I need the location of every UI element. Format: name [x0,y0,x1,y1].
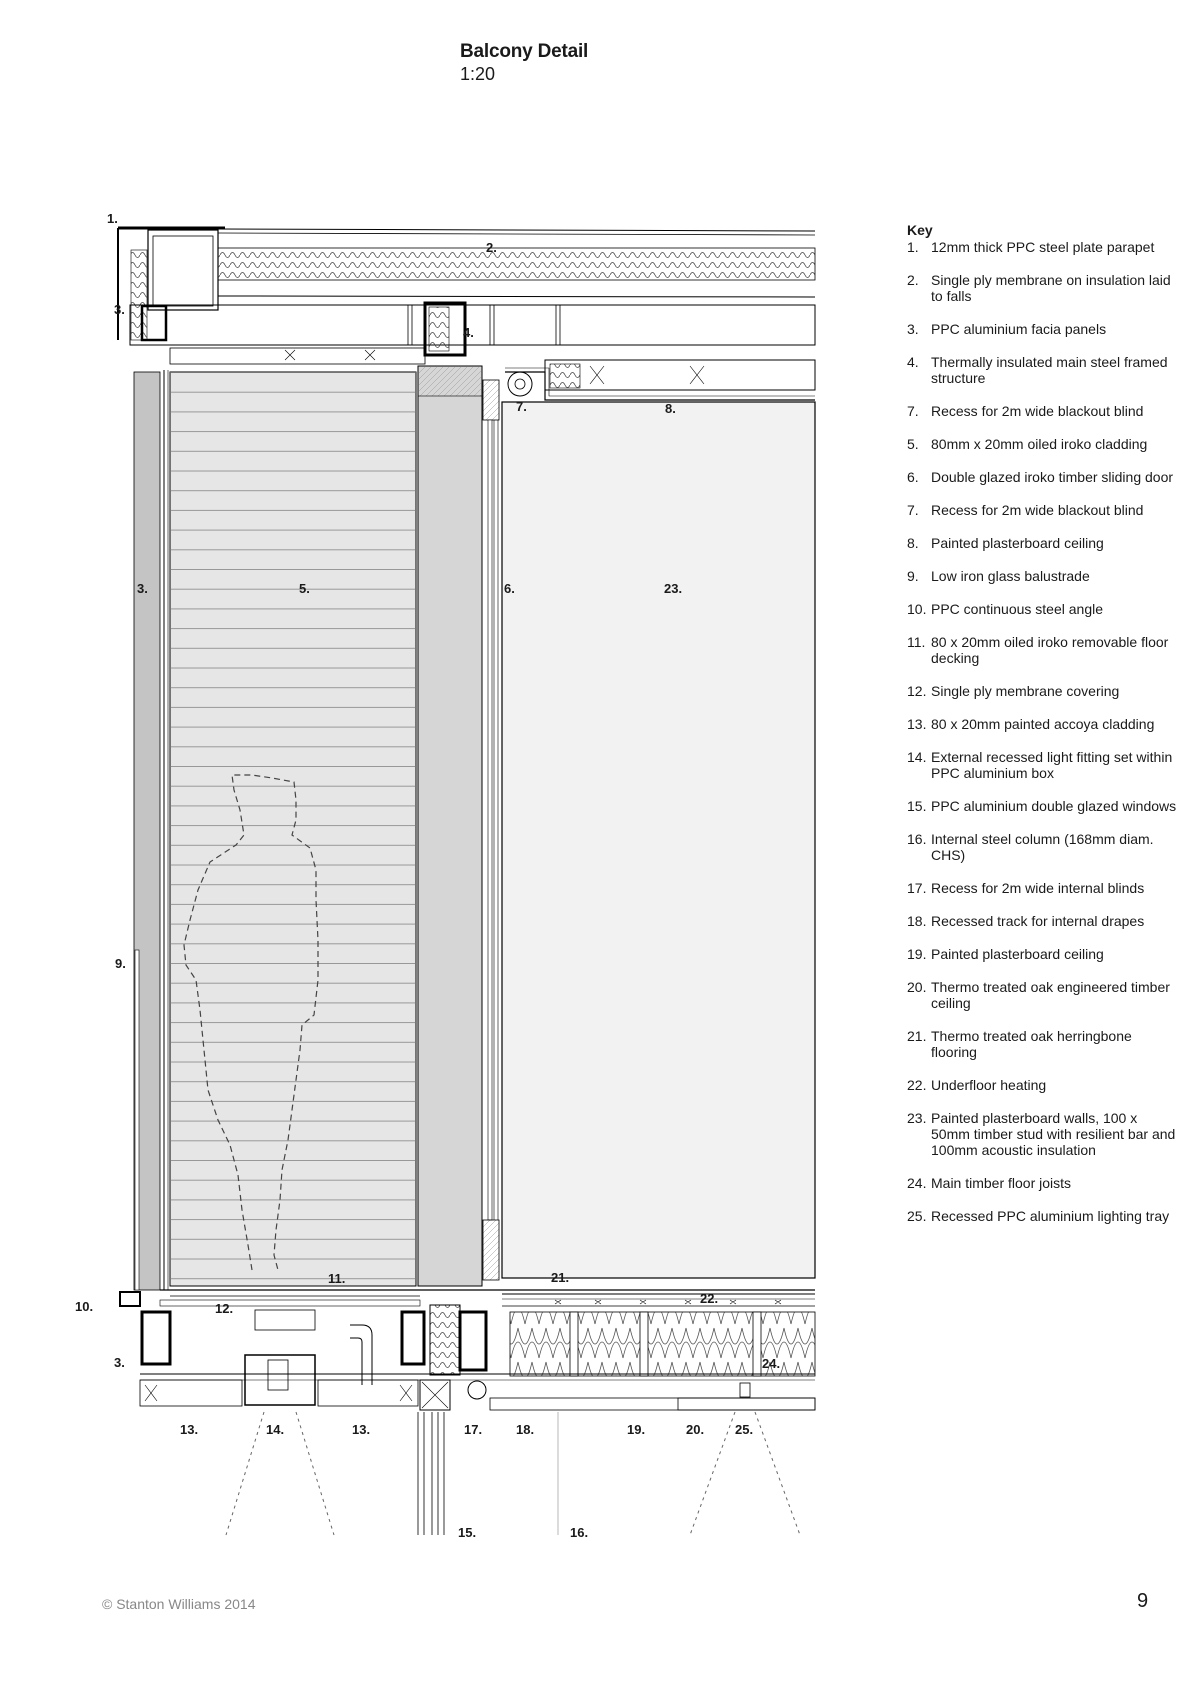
key-item-text: Thermo treated oak herringbone flooring [931,1028,1132,1060]
key-item [907,354,1177,386]
key-item-number: 24. [907,1175,927,1191]
callout-6: 6. [504,581,515,596]
key-item [907,634,1177,666]
key-item-text: Underfloor heating [931,1077,1047,1093]
callout-17: 17. [464,1422,483,1437]
key-item-text: Recessed track for internal drapes [931,913,1145,929]
light-cones [226,1412,800,1535]
key-item-text: PPC aluminium double glazed windows [931,798,1177,814]
key-item-number: 6. [907,469,919,485]
callout-5: 5. [299,581,310,596]
key-item [907,798,1177,814]
key-item-number: 1. [907,239,919,255]
roof-parapet [118,228,225,340]
callout-13-left: 13. [180,1422,199,1437]
callout-20: 20. [686,1422,705,1437]
key-item-number: 3. [907,321,919,337]
copyright-text: © Stanton Williams 2014 [102,1596,256,1612]
callout-22: 22. [700,1291,719,1306]
key-item-number: 17. [907,880,927,896]
key-item-text: External recessed light fitting set within PPC aluminium box [931,749,1173,781]
key-item [907,683,1177,699]
key-item-text: Painted plasterboard walls, 100 x 50mm timber stud with resilient bar and 100mm acoustic insulation [931,1110,1176,1158]
key-item-number: 21. [907,1028,927,1044]
callout-16: 16. [570,1525,589,1540]
key-item-text: Painted plasterboard ceiling [931,946,1104,962]
roof-insulation [218,229,815,297]
callout-19: 19. [627,1422,646,1437]
key-item-text: Thermo treated oak engineered timber ceiling [931,979,1170,1011]
interior-wall [502,402,815,1278]
key-item-number: 14. [907,749,927,765]
key-item [907,749,1177,781]
key-item [907,272,1177,304]
callout-1: 1. [107,211,118,226]
key-item-number: 2. [907,272,919,288]
key-item [907,535,1177,551]
key-item-text: Double glazed iroko timber sliding door [931,469,1174,485]
key-item [907,1208,1177,1224]
key-item [907,239,1177,255]
callout-24: 24. [762,1356,781,1371]
callout-3-bottom: 3. [114,1355,125,1370]
key-item-number: 13. [907,716,927,732]
key-item [907,1028,1177,1060]
key-item-text: Single ply membrane on insulation laid to falls [931,272,1171,304]
key-item [907,568,1177,584]
key-item [907,403,1177,419]
key-item-number: 22. [907,1077,927,1093]
callout-14: 14. [266,1422,285,1437]
key-item [907,321,1177,337]
key-item-text: PPC continuous steel angle [931,601,1103,617]
key-item [907,979,1177,1011]
callout-12: 12. [215,1301,234,1316]
key-item-text: Recess for 2m wide internal blinds [931,880,1145,896]
key-item-text: 80 x 20mm oiled iroko removable floor decking [931,634,1169,666]
key-item [907,880,1177,896]
drawing-title: Balcony Detail [460,41,589,62]
key-item-number: 4. [907,354,919,370]
page-number: 9 [1137,1590,1149,1612]
key-item-text: Main timber floor joists [931,1175,1072,1191]
key-item-text: Painted plasterboard ceiling [931,535,1104,551]
callout-9: 9. [115,956,126,971]
callout-3-top: 3. [114,302,125,317]
callout-21: 21. [551,1270,570,1285]
callout-8: 8. [665,401,676,416]
key-item [907,1175,1177,1191]
key-item-text: 12mm thick PPC steel plate parapet [931,239,1155,255]
key-item-text: Recess for 2m wide blackout blind [931,403,1144,419]
key-item-text: PPC aluminium facia panels [931,321,1107,337]
key-item-number: 10. [907,601,927,617]
key-item-number: 16. [907,831,927,847]
key-item [907,913,1177,929]
floor-zone [120,1290,815,1535]
key-list [907,239,1177,1224]
iroko-cladding [170,372,416,1286]
drawing-scale: 1:20 [460,64,496,84]
key-item [907,502,1177,518]
key-item-text: Internal steel column (168mm diam. CHS) [931,831,1154,863]
key-item-number: 7. [907,502,919,518]
key-item-number: 18. [907,913,927,929]
key-item-text: 80mm x 20mm oiled iroko cladding [931,436,1148,452]
key-item-number: 15. [907,798,927,814]
key-item [907,469,1177,485]
key-item-number: 8. [907,535,919,551]
callout-15: 15. [458,1525,477,1540]
callout-18: 18. [516,1422,535,1437]
key-item-number: 5. [907,436,919,452]
callout-2: 2. [486,240,497,255]
key-item [907,601,1177,617]
key-item-text: Recessed PPC aluminium lighting tray [931,1208,1170,1224]
key-item [907,716,1177,732]
key-item-number: 23. [907,1110,927,1126]
key-item [907,1077,1177,1093]
key-item-number: 19. [907,946,927,962]
key-item-text: Recess for 2m wide blackout blind [931,502,1144,518]
callout-13-right: 13. [352,1422,371,1437]
key-item-text: Low iron glass balustrade [931,568,1090,584]
key-item-text: Single ply membrane covering [931,683,1120,699]
key-item-number: 7. [907,403,919,419]
key-item [907,436,1177,452]
key-item-text: Thermally insulated main steel framed structure [931,354,1168,386]
callout-10: 10. [75,1299,94,1314]
key-item-number: 9. [907,568,919,584]
left-facade [134,370,168,1290]
key-item-number: 20. [907,979,927,995]
key-legend [907,222,1177,1241]
callout-25: 25. [735,1422,754,1437]
key-item [907,946,1177,962]
callout-11: 11. [328,1271,346,1286]
callout-4: 4. [463,325,474,340]
key-item-number: 11. [907,634,926,650]
key-heading: Key [907,222,933,238]
key-item-text: 80 x 20mm painted accoya cladding [931,716,1155,732]
callout-7: 7. [516,399,527,414]
sliding-door [418,366,499,1286]
callout-3-mid: 3. [137,581,148,596]
key-item-number: 25. [907,1208,927,1224]
key-item [907,1110,1177,1158]
callout-23: 23. [664,581,683,596]
key-item [907,831,1177,863]
key-item-number: 12. [907,683,927,699]
